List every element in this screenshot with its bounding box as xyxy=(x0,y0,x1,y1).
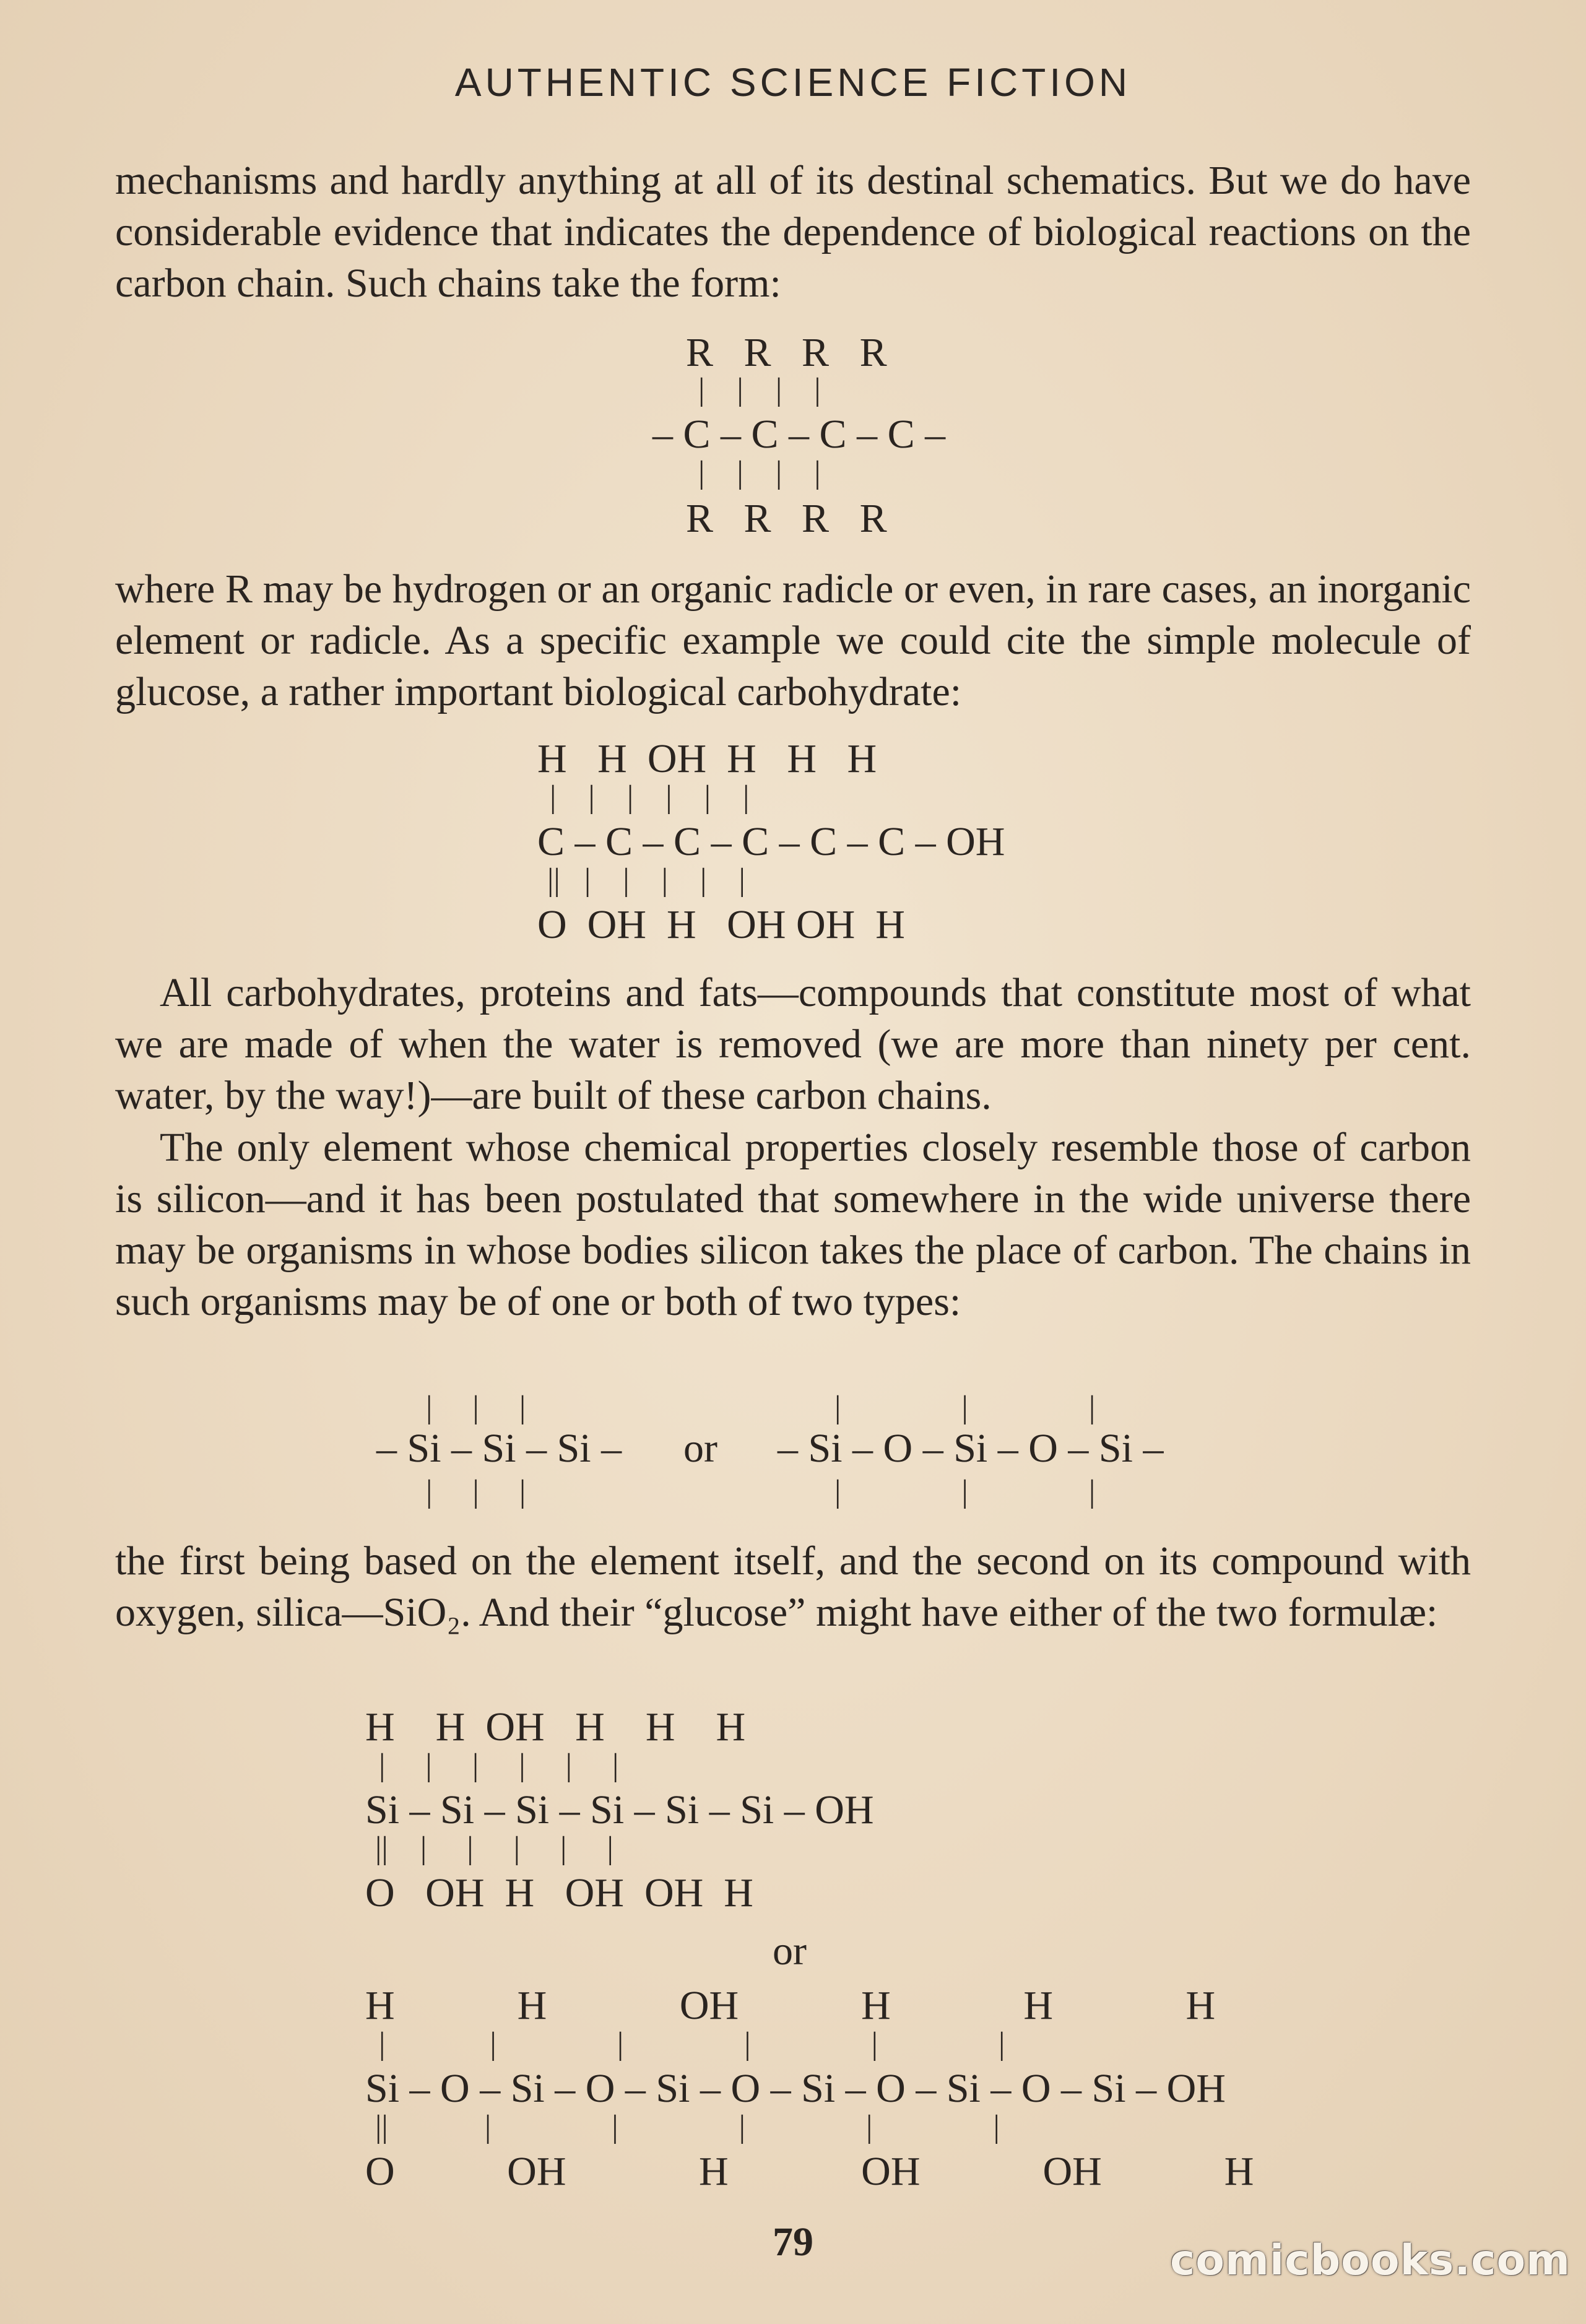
si-glucose-2-bottom: O OH H OH OH H xyxy=(365,2149,1254,2194)
running-header: AUTHENTIC SCIENCE FICTION xyxy=(454,60,1132,105)
si-chain-bonds-top: | | | xyxy=(426,1390,526,1425)
glucose-top: H H OH H H H xyxy=(537,736,877,781)
si-types-or: or xyxy=(683,1426,717,1471)
glucose-bonds-bottom: || | | | | | xyxy=(547,862,745,898)
si-glucose-1-top: H H OH H H H xyxy=(365,1704,746,1750)
glucose-backbone: C – C – C – C – C – C – OH xyxy=(537,819,1005,864)
si-glucose-1-bonds-bottom: || | | | | | xyxy=(375,1831,613,1866)
si-chain: – Si – Si – Si – xyxy=(376,1426,622,1471)
or-between-formulas: or xyxy=(773,1928,807,1974)
si-glucose-2-bonds-bottom: || | | | | | xyxy=(375,2109,1000,2144)
si-glucose-1-bonds-top: | | | | | | xyxy=(379,1748,619,1783)
si-glucose-2-backbone: Si – O – Si – O – Si – O – Si – O – Si – O – Si – OH xyxy=(365,2066,1226,2111)
watermark-logo: comicbooks.com xyxy=(1170,2236,1571,2285)
si-glucose-1-backbone: Si – Si – Si – Si – Si – Si – OH xyxy=(365,1787,874,1832)
carbon-chain-backbone: – C – C – C – C – xyxy=(652,412,946,457)
si-o-chain-bonds-top: | | | xyxy=(834,1390,1096,1425)
paragraph-2: where R may be hydrogen or an organic radicle or even, in rare cases, an inorganic element or radicle. As a specific example we could cite the simple molecule of glucose, a rather important biological carbohydrate: xyxy=(115,566,1471,714)
carbon-chain-bottom: R R R R xyxy=(686,496,887,541)
paragraph-1: mechanisms and hardly anything at all of its destinal schematics. But we do have considerable evidence that indicates the dependence of biological reactions on the carbon chain. Such chains take the form: xyxy=(115,158,1471,306)
carbon-chain-bonds-top: | | | | xyxy=(698,372,821,407)
si-chain-bonds-bottom: | | | xyxy=(426,1474,526,1509)
si-glucose-1-bottom: O OH H OH OH H xyxy=(365,1870,753,1915)
paragraph-3: All carbohydrates, proteins and fats—compounds that constitute most of what we are made of when the water is removed (we are more than ninety per cent. water, by the way!)—are built of these carbon chains. xyxy=(115,970,1471,1118)
paragraph-4: The only element whose chemical properties closely resemble those of carbon is silicon—and it has been postulated that somewhere in the wide universe there may be organisms in whose bodies silicon takes the place of carbon. The chains in such organisms may be of one or both of two types: xyxy=(115,1125,1471,1324)
page-number: 79 xyxy=(773,2219,813,2265)
carbon-chain-bonds-bottom: | | | | xyxy=(698,455,821,490)
glucose-bonds-top: | | | | | | xyxy=(550,779,750,815)
si-o-chain-bonds-bottom: | | | xyxy=(834,1474,1096,1509)
si-glucose-2-bonds-top: | | | | | | xyxy=(379,2026,1005,2062)
paragraph-5: the first being based on the element itself, and the second on its compound with oxygen, silica—SiO₂. And their “glucose” might have either of the two formulæ: xyxy=(115,1538,1471,1635)
si-glucose-2-top: H H OH H H H xyxy=(365,1983,1216,2028)
glucose-bottom: O OH H OH OH H xyxy=(537,902,905,947)
si-o-chain: – Si – O – Si – O – Si – xyxy=(778,1426,1164,1471)
carbon-chain-top: R R R R xyxy=(686,330,887,375)
